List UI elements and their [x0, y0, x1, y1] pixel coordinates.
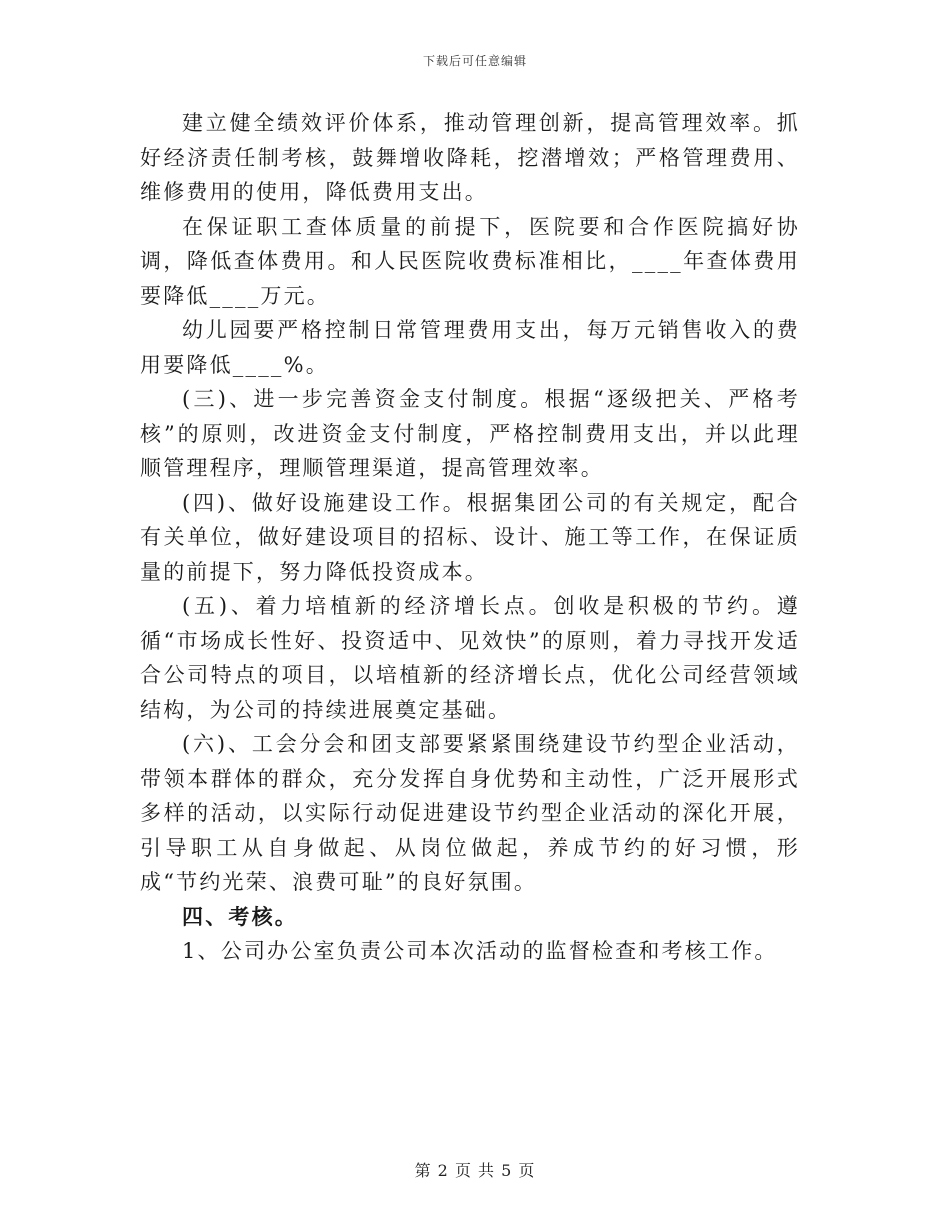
- paragraph-fund-payment: (三)、进一步完善资金支付制度。根据“逐级把关、严格考核”的原则，改进资金支付制度，严格控制费用支出，并以此理顺管理程序，理顺管理渠道，提高管理效率。: [140, 387, 800, 480]
- page-header: 下载后可任意编辑: [422, 54, 527, 68]
- section-heading-assessment: 四、考核。: [182, 903, 298, 929]
- page-number: 第 2 页 共 5 页: [414, 1161, 536, 1180]
- paragraph-kindergarten-expenses: 幼儿园要严格控制日常管理费用支出，每万元销售收入的费用要降低____%。: [140, 318, 800, 377]
- document-body: [140, 106, 800, 969]
- list-item-assessment-1: 1、公司办公室负责公司本次活动的监督检查和考核工作。: [182, 939, 778, 963]
- paragraph-union-activities: (六)、工会分会和团支部要紧紧围绕建设节约型企业活动，带领本群体的群众，充分发挥自身优势和主动性，广泛开展形式多样的活动，以实际行动促进建设节约型企业活动的深化开展，引导职工从自身做起、从岗位做起，养成节约的好习惯，形成“节约光荣、浪费可耻”的良好氛围。: [140, 732, 800, 894]
- paragraph-performance-evaluation: 建立健全绩效评价体系，推动管理创新，提高管理效率。抓好经济责任制考核，鼓舞增收降耗，挖潜增效；严格管理费用、维修费用的使用，降低费用支出。: [140, 111, 800, 204]
- paragraph-medical-checkup: 在保证职工查体质量的前提下，医院要和合作医院搞好协调，降低查体费用。和人民医院收费标准相比，____年查体费用要降低____万元。: [140, 214, 800, 308]
- paragraph-growth-points: (五)、着力培植新的经济增长点。创收是积极的节约。遵循“市场成长性好、投资适中、见效快”的原则，着力寻找开发适合公司特点的项目，以培植新的经济增长点，优化公司经营领域结构，为公司的持续进展奠定基础。: [140, 594, 800, 722]
- paragraph-facility-construction: (四)、做好设施建设工作。根据集团公司的有关规定，配合有关单位，做好建设项目的招标、设计、施工等工作，在保证质量的前提下，努力降低投资成本。: [140, 490, 800, 584]
